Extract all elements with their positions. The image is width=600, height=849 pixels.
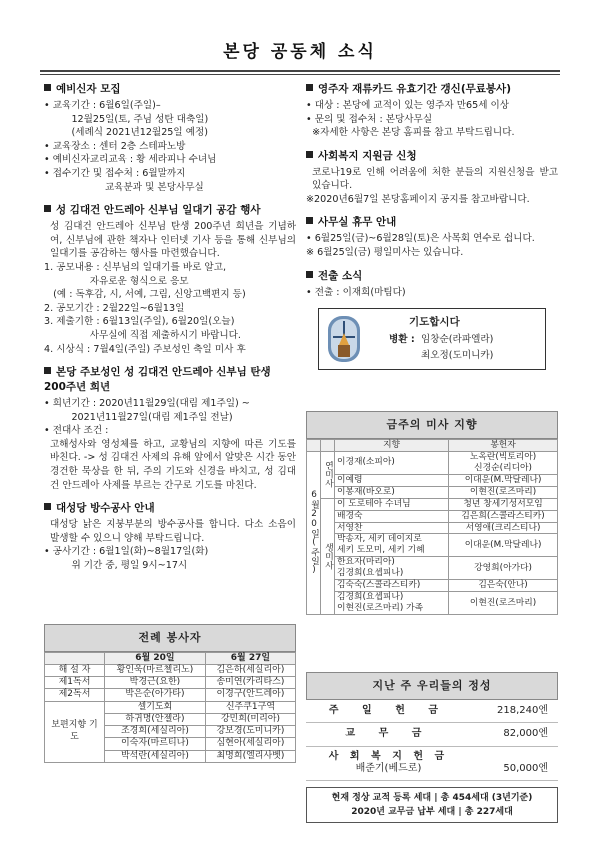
square-bullet-icon [44, 367, 51, 374]
left-column [44, 82, 296, 582]
right-column [306, 82, 558, 382]
text-line: 1. 공모내용 : 신부님의 일대기를 바로 알고, [44, 261, 227, 273]
square-bullet-icon [306, 217, 313, 224]
page-title: 본당 공동체 소식 [223, 42, 377, 62]
square-bullet-icon [44, 84, 51, 91]
text-line: • 교육기간 : 6월6일(주일)– [44, 99, 161, 111]
table-header: 6월 20일 [105, 652, 206, 664]
total-line: 현재 정상 교적 등록 세대 | 총 454세대 (3년기준) [331, 792, 533, 803]
prayer-name: 임창순(라파엘라) [421, 334, 494, 346]
square-bullet-icon [44, 205, 51, 212]
table-row: 김경희(요셉피나) 이현진(로즈마리) 가족 이현진(로즈마리) [307, 592, 558, 615]
paragraph: 성 김대건 안드레아 신부님 탄생 200주년 희년을 기념하여, 신부님에 관한 책자나 인터넷 기사 등을 통해 신부님의 일대기를 공감하는 행사를 마련했습니다. [50, 221, 296, 260]
table-header: 지향 [335, 439, 449, 451]
table-row: 생미사 이 도로테아 수녀님 청년 창세기성서모임 [307, 498, 558, 510]
table-header: 봉헌자 [449, 439, 558, 451]
text-line: 2021년11월27일(대림 제1주일 전날) [44, 411, 233, 423]
prayer-label-cell: 보편지향 기 도 [45, 701, 105, 762]
praying-hands-icon [327, 315, 361, 363]
mass-box [306, 411, 558, 615]
text-line: • 예비신자교리교육 : 황 세라피나 수녀님 [44, 154, 217, 166]
table-row: 제2독서 박은순(아가타) 이경구(안드레아) [45, 689, 296, 701]
text-line: • 공사기간 : 6월1일(화)~8월17일(화) [44, 546, 209, 558]
text-line: ※자세한 사항은 본당 홈피를 참고 부탁드립니다. [306, 127, 515, 139]
service-box [44, 624, 296, 763]
service-title: 전례 봉사자 [44, 624, 296, 652]
offering-box [306, 672, 558, 823]
table-row: 배경숙 김은희(스콜라스티카) [307, 510, 558, 522]
prayer-title: 기도합시다 [409, 316, 460, 329]
table-row: 해 설 자 황인욱(마르첼리노) 김은하(세실리아) [45, 664, 296, 676]
text-line: 3. 제출기한 : 6월13일(주일), 6월20일(오늘) [44, 316, 235, 328]
title-divider [40, 70, 560, 75]
mass-table [306, 439, 558, 616]
text-line: 2. 공모기간 : 2월22일~6월13일 [44, 302, 185, 314]
kim-event-section [44, 203, 296, 356]
mass-group-label: 연미사 [321, 451, 335, 498]
table-row: 서영찬 서영애(크리스티나) [307, 522, 558, 534]
waterproof-section [44, 501, 296, 572]
service-table [44, 652, 296, 763]
text-line: ※ 6월25일(금) 평일미사는 있습니다. [306, 246, 464, 258]
text-line: • 접수기간 및 접수처 : 6월말까지 [44, 167, 186, 179]
transfer-section [306, 269, 558, 300]
text-line: • 문의 및 접수처 : 본당사무실 [306, 113, 433, 125]
paragraph: 코로나19로 인해 어려움에 처한 분들의 지원신청을 받고 있습니다. [312, 166, 558, 192]
welfare-offering-label: 사 회 복 지 헌 금 [328, 750, 449, 762]
table-row: 주 일 헌 금 218,240엔 [306, 700, 558, 723]
section-title: 전출 소식 [306, 269, 558, 284]
text-line: (예 : 독후감, 시, 서예, 그림, 신앙고백편지 등) [44, 289, 246, 301]
square-bullet-icon [44, 503, 51, 510]
text-line: 위 기간 중, 평일 9시~17시 [44, 559, 188, 571]
table-row: 하귀명(안젤라) 강민희(미리아) [45, 713, 296, 725]
offering-table [306, 700, 558, 781]
prayer-box [318, 308, 546, 370]
square-bullet-icon [306, 151, 313, 158]
section-title: 사무실 휴무 안내 [306, 215, 558, 230]
table-row: 조경희(세실리아) 강보경(도미니카) [45, 726, 296, 738]
text-line: (세례식 2021년12월25일 예정) [44, 127, 209, 139]
paragraph: 고해성사와 영성체를 하고, 교황님의 지향에 따른 기도를 바친다. -> 성 김대건 사제의 유해 앞에서 알맞은 시간 동안 경건한 묵상을 한 뒤, 주의 기도와 신경을 바치고, 성 김대건 안드레아 사제를 부르는 간구로 기도를 마친다. [50, 438, 296, 491]
page-title-wrap [0, 40, 600, 64]
text-line: • 전출 : 이재희(마팀다) [306, 286, 406, 298]
mass-group-label: 생미사 [321, 498, 335, 615]
text-line: • 대상 : 본당에 교적이 있는 영주자 만65세 이상 [306, 99, 510, 111]
table-row: 김숙숙(스콜라스티카) 김은숙(안나) [307, 580, 558, 592]
office-section [306, 215, 558, 259]
section-title: 영주자 재류카드 유효기간 갱신(무료봉사) [306, 82, 558, 97]
prayer-name: 최오정(도미니카) [421, 350, 494, 362]
household-totals [306, 787, 558, 824]
table-row: 이숙자(마르티나) 심현아(세실리아) [45, 738, 296, 750]
text-line: • 전대사 조건 : [44, 425, 109, 437]
section-title: 성 김대건 안드레아 신부님 일대기 공감 행사 [44, 203, 296, 218]
section-title: 사회복지 지원금 신청 [306, 149, 558, 164]
paragraph: 대성당 낡은 지붕부분의 방수공사를 합니다. 다소 소음이 발생할 수 있으니 양해 부탁드립니다. [50, 519, 296, 544]
table-row: 한요자(마리아) 김경희(요셉피나) 강영희(아가다) [307, 557, 558, 580]
text-line: ※2020년6월7일 본당홈페이지 공지를 참고바랍니다. [306, 193, 530, 205]
total-line: 2020년 교무금 납부 세대 | 총 227세대 [351, 807, 513, 817]
text-line: 4. 시상식 : 7월4일(주일) 주보성인 축일 미사 후 [44, 343, 246, 355]
section-title: 예비신자 모집 [44, 82, 296, 97]
square-bullet-icon [306, 84, 313, 91]
card-section [306, 82, 558, 140]
square-bullet-icon [306, 271, 313, 278]
table-row: 제1독서 박경근(요한) 송미연(카리타스) [45, 677, 296, 689]
offering-title: 지난 주 우리들의 정성 [306, 672, 558, 700]
table-row: 교 무 금 82,000엔 [306, 723, 558, 747]
table-row: 이예령 이대운(M.막달레나) [307, 474, 558, 486]
table-row: 이봉재(바오로) 이현진(로즈마리) [307, 486, 558, 498]
text-line: • 6월25일(금)~6월28일(토)은 사목회 연수로 쉽니다. [306, 233, 535, 245]
text-line: • 희년기간 : 2020년11월29일(대림 제1주일) ~ [44, 397, 250, 409]
jubilee-section [44, 365, 296, 492]
table-row: 보편지향 기 도 셀기도회 신주쿠1구역 [45, 701, 296, 713]
mass-date: 6월20일(주일) [307, 451, 321, 615]
text-line: • 교육장소 : 센터 2층 스테파노방 [44, 140, 186, 152]
text-line: 사무실에 직접 제출하시기 바랍니다. [44, 329, 241, 341]
section-title: 대성당 방수공사 안내 [44, 501, 296, 516]
table-row: 박송자, 세키 데이지로 세키 도모미, 세키 기혜 이대운(M.막달레나) [307, 534, 558, 557]
table-row: 박석란(세실리아) 최명희(엘리사벳) [45, 750, 296, 762]
text-line: 자유로운 형식으로 응모 [44, 275, 189, 287]
catechumen-section [44, 82, 296, 194]
table-header: 6월 27일 [205, 652, 295, 664]
prayer-label: 병환 : [389, 334, 415, 346]
welfare-offering-donor: 배준기(베드로) [355, 763, 422, 775]
table-row: 6월20일(주일) 연미사 이경재(소피아) 노옥란(빅토리아) 신경순(리디아) [307, 451, 558, 474]
section-title: 본당 주보성인 성 김대건 안드레아 신부님 탄생 200주년 희년 [44, 366, 271, 394]
welfare-section [306, 149, 558, 207]
mass-title: 금주의 미사 지향 [306, 411, 558, 439]
table-header [45, 652, 105, 664]
text-line: 교육분과 및 본당사무실 [44, 181, 204, 193]
table-row: 사 회 복 지 헌 금 배준기(베드로) 50,000엔 [306, 746, 558, 780]
text-line: 12월25일(토, 주님 성탄 대축일) [44, 113, 209, 125]
